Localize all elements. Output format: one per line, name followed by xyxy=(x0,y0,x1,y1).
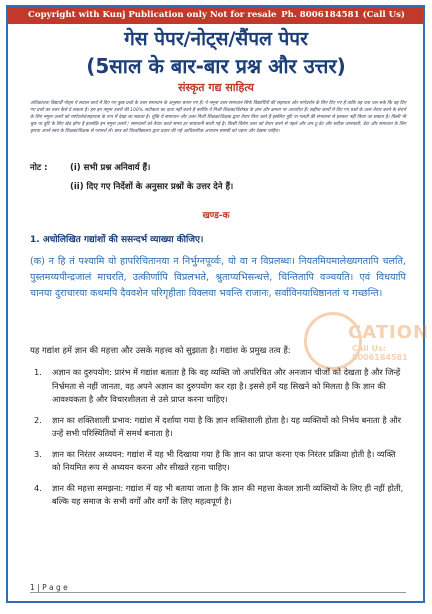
list-number: 3. xyxy=(34,448,42,459)
list-item xyxy=(30,448,406,475)
list-text: ज्ञान का शक्तिशाली प्रभाव: गद्यांश में दर्शाया गया है कि ज्ञान शक्तिशाली होता है। यह व्यक्तियों को निर्भय बनाता है और उन्हें सभी परिस्थितियों में समर्थ बनाता है। xyxy=(52,414,402,438)
page-label: | P a g e xyxy=(37,583,68,592)
page-number: 1 xyxy=(30,583,35,592)
answer-intro: यह गद्यांश हमें ज्ञान की महत्ता और उसके महत्त्व को सुझाता है। गद्यांश के प्रमुख तत्व हैं: xyxy=(30,345,291,355)
watermark-phone: Call Us: 8006184581 xyxy=(352,344,408,362)
list-item xyxy=(30,366,406,407)
copyright-bar xyxy=(8,7,423,24)
list-text: ज्ञान की महत्ता समझना: गद्यांश में यह भी बताया जाता है कि ज्ञान की महत्ता केवल ज्ञानी व्यक्तियों के लिए ही नहीं होती, बल्कि यह समाज के सभी वर्गों और वर्गों के लिए महत्वपूर्ण है। xyxy=(52,482,404,506)
publisher-watermark xyxy=(300,312,432,372)
list-item xyxy=(30,482,406,509)
footer-divider xyxy=(30,592,406,593)
question-heading: 1. अधोलिखित गद्यांशों की ससन्दर्भ व्याख्या कीजिए। xyxy=(30,235,204,245)
phone-text: Ph. 8006184581 (Call Us) xyxy=(281,10,405,20)
answer-points-list xyxy=(30,366,406,516)
disclaimer-text: अधिकांशतः विद्यार्थी नोट्स ये सवाल कार्य में दिए गए कुछ प्रश्नों के उत्तर समाधान के अनुसार बनाए गए हैं। ये नमूना उत्तर समाधान सिर्फ विद्यार्थियों की सहायता और मार्गदर्शन के लिए दिए गए हैं ताकि वह पता चल सके कि वह दिए गए प्रश्नों का उत्तर कैसे दे सकता है। हम इन नमूना उत्तरों की 100% सटीकता का दावा नहीं करते हैं क्योंकि ये निजी शिक्षक/विशेषज्ञ के ज्ञान और क्षमता पर आधारित हैं। सहीया कार्यों में दिए गए प्रश्नों के उत्तर तैयार करने के संदर्भ के लिए नमूना उत्तरों को मार्गदर्शन/सहायता के रूप में देखा जा सकता है। चूंकि ये समाधान और उत्तर निजी शिक्षक/शिक्षक द्वारा तैयार किए जाते हैं इसलिए त्रुटि या गलती की संभावना से इनकार नहीं किया जा सकता है। किसी भी चूक या त्रुटि के लिए खेद होगा है हालांकि इन नमूना उत्तरों / समाधानों को तैयार करते समय हर सावधानी बरती गई है। किसी विशेष उत्तर को तैयार करने से पहले और अप-टू-डेट और सटीक जानकारी, डेटा और समाधान के लिए कृपया अपने स्वयं के शिक्षक/शिक्षक से परामर्श लें। छात्र को विश्वविद्यालय द्वारा प्रदान की गई आधिकारिक अध्ययन सामग्री को पढ़ना और देखना चाहिए। xyxy=(30,101,406,134)
note-line-2: (ii) दिए गए निर्देशों के अनुसार प्रश्नों के उत्तर देने हैं। xyxy=(70,182,234,192)
note-label: नोट : xyxy=(30,163,48,173)
list-text: अज्ञान का दुरुपयोग: प्रारंभ में गद्यांश बताता है कि वह व्यक्ति जो अपरिचित और अनजान चीजों को देखता है और जिन्हें निर्भ्रमता से नहीं जानता, वह अपने अज्ञान का दुरुपयोग कर रहा है। इससे हमें यह सिखने को मिलता है कि ज्ञान की आवश्यकता है और विचारशीलता से उसे प्राप्त करना चाहिए। xyxy=(52,367,401,404)
document-subtitle: (5साल के बार-बार प्रश्न और उत्तर) xyxy=(86,54,346,78)
note-item-1: (i) सभी प्रश्न अनिवार्य हैं। xyxy=(70,163,151,173)
document-title: गेस पेपर/नोट्स/सैंपल पेपर xyxy=(124,28,308,50)
section-heading: खण्ड-क xyxy=(202,211,230,221)
note-line-1 xyxy=(30,162,150,174)
watermark-text: CATION xyxy=(348,322,430,343)
list-text: ज्ञान का निरंतर अध्ययन: गद्यांश में यह भी दिखाया गया है कि ज्ञान का प्राप्त करना एक निरंतर प्रक्रिया होती है। व्यक्ति को नियमित रूप से अध्ययन करना और सीखते रहना चाहिए। xyxy=(52,448,396,472)
copyright-text: Copyright with Kunj Publication only Not for resale xyxy=(28,10,277,20)
list-item xyxy=(30,414,406,441)
list-number: 4. xyxy=(34,482,42,493)
subject-heading: संस्कृत गद्य साहित्य xyxy=(178,81,254,94)
list-number: 1. xyxy=(34,367,42,377)
list-number: 2. xyxy=(34,414,42,425)
disclaimer-paragraph xyxy=(30,100,406,135)
page-footer xyxy=(30,583,68,592)
sanskrit-passage: (क) न हि तं पश्यामि यो हापरिचितानया न निर्भुग्नपूर्व्वः, यो वा न विप्रलब्धः। नियतमियमालेख्यगतापि चलति, पुस्तमय्यपीन्द्रजालं माचरति, उत्कीर्णापि विप्रलभते, श्रुताप्यभिसन्धत्ते, चिन्तितापि वञ्चयति। एवं विधयापि चानया दुराचारया कथमपि दैववशेन परिगृहीताः विक्लवा भवन्ति राजानः, सर्वाविनयाधिष्ठानतां च गच्छन्ति। xyxy=(30,256,406,299)
